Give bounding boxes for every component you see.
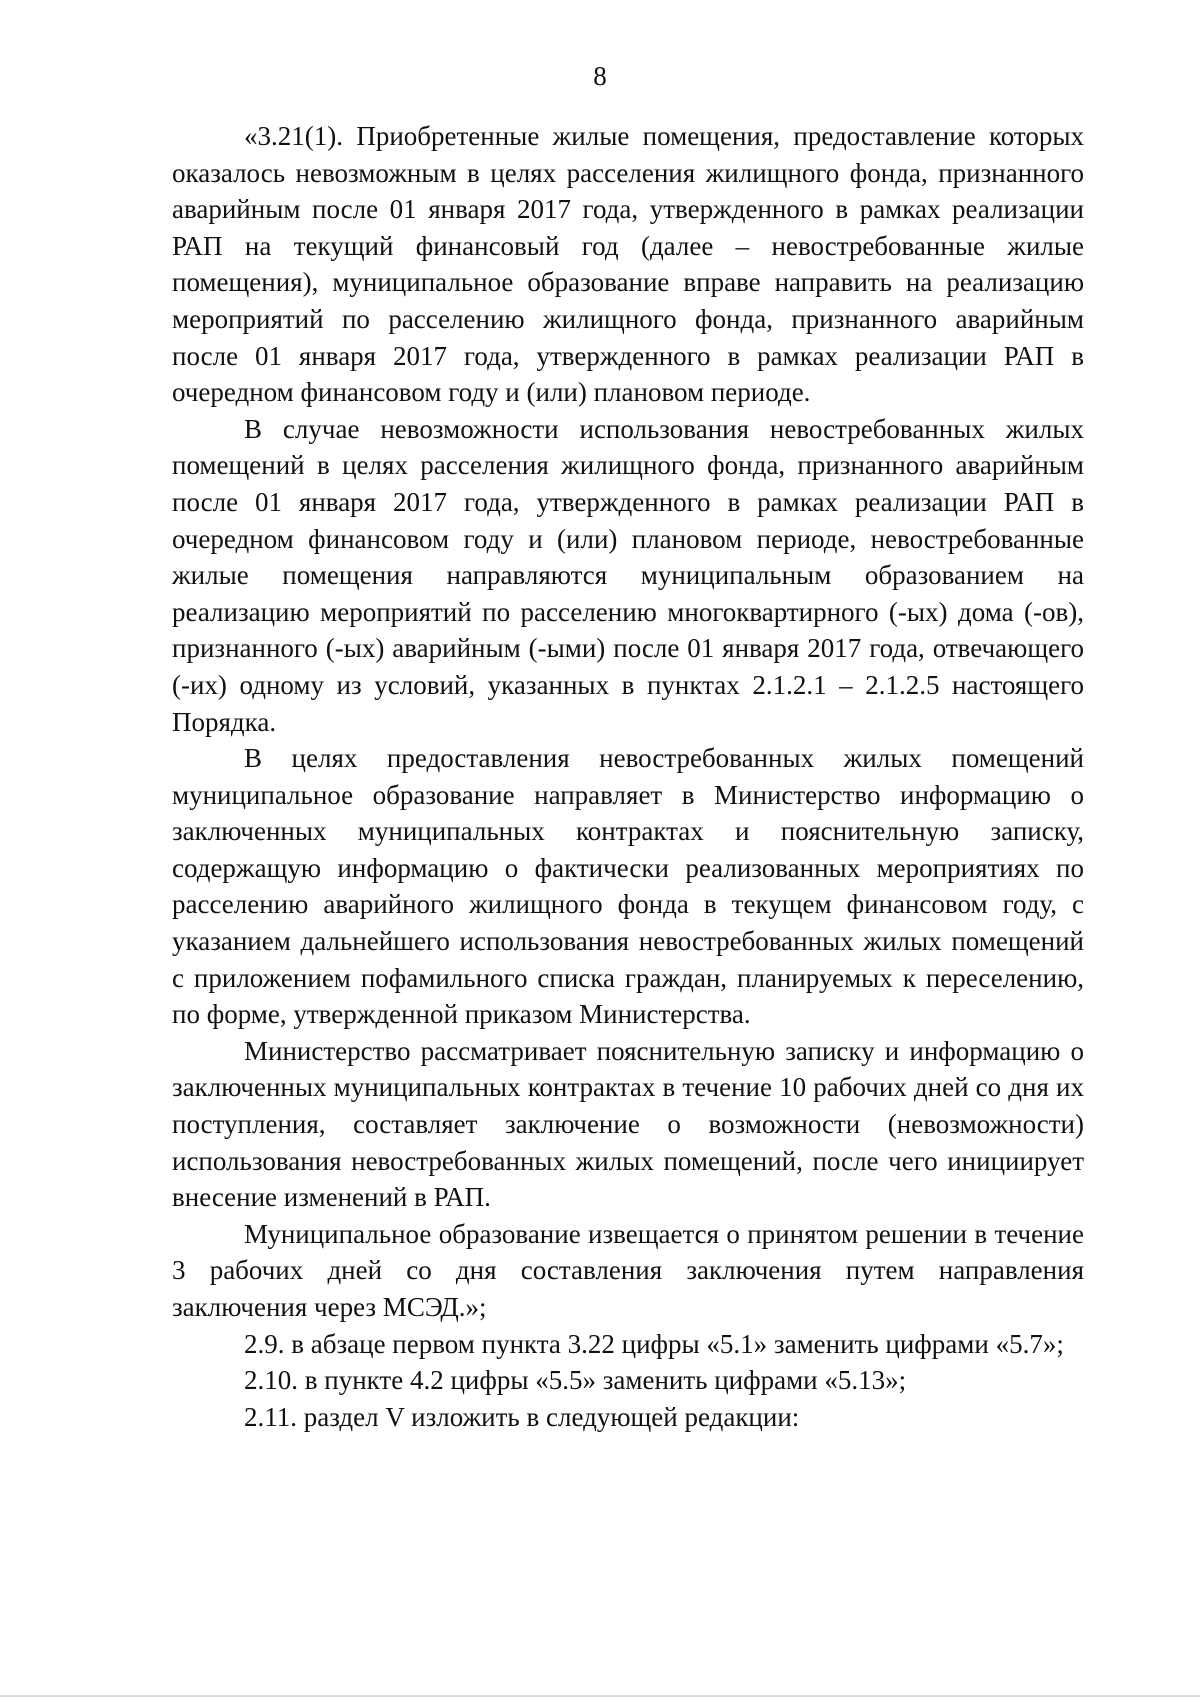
document-body bbox=[172, 118, 1084, 1435]
paragraph-municipality-notice: Муниципальное образование извещается о принятом решении в течение 3 рабочих дней со дня составления заключения путем направления заключения через МСЭД.»; bbox=[172, 1218, 1084, 1322]
paragraph-ministry-review: Министерство рассматривает пояснительную записку и информацию о заключенных муниципальных контрактах в течение 10 рабочих дней со дня их поступления, составляет заключение о возможности (невозможности) использования невостребованных жилых помещений, после чего инициирует внесение изменений в РАП. bbox=[172, 1035, 1084, 1213]
page-number: 8 bbox=[593, 61, 607, 91]
paragraph-item-2-9: 2.9. в абзаце первом пункта 3.22 цифры «5.1» заменить цифрами «5.7»; bbox=[244, 1328, 1064, 1359]
paragraph-item-2-10: 2.10. в пункте 4.2 цифры «5.5» заменить цифрами «5.13»; bbox=[244, 1365, 907, 1396]
paragraph-3-21-1: «3.21(1). Приобретенные жилые помещения, предоставление которых оказалось невозможным в целях расселения жилищного фонда, признанного аварийным после 01 января 2017 года, утвержденного в рамках реализации РАП на текущий финансовый год (далее – невостребованные жилые помещения), муниципальное образование вправе направить на реализацию мероприятий по расселению жилищного фонда, признанного аварийным после 01 января 2017 года, утвержденного в рамках реализации РАП в очередном финансовом году и (или) плановом периоде. bbox=[172, 121, 1084, 408]
paragraph-provision-purpose: В целях предоставления невостребованных жилых помещений муниципальное образование направляет в Министерство информацию о заключенных муниципальных контрактах и пояснительную записку, содержащую информацию о фактически реализованных мероприятиях по расселению аварийного жилищного фонда в текущем финансовом году, с указанием дальнейшего использования невостребованных жилых помещений с приложением пофамильного списка граждан, планируемых к переселению, по форме, утвержденной приказом Министерства. bbox=[172, 743, 1084, 1030]
paragraph-item-2-11: 2.11. раздел V изложить в следующей редакции: bbox=[244, 1401, 800, 1432]
paragraph-impossibility-case: В случае невозможности использования невостребованных жилых помещений в целях расселения жилищного фонда, признанного аварийным после 01 января 2017 года, утвержденного в рамках реализации РАП в очередном финансовом году и (или) плановом периоде, невостребованные жилые помещения направляются муниципальным образованием на реализацию мероприятий по расселению многоквартирного (-ых) дома (-ов), признанного (-ых) аварийным (-ыми) после 01 января 2017 года, отвечающего (-их) одному из условий, указанных в пунктах 2.1.2.1 – 2.1.2.5 настоящего Порядка. bbox=[172, 413, 1084, 737]
